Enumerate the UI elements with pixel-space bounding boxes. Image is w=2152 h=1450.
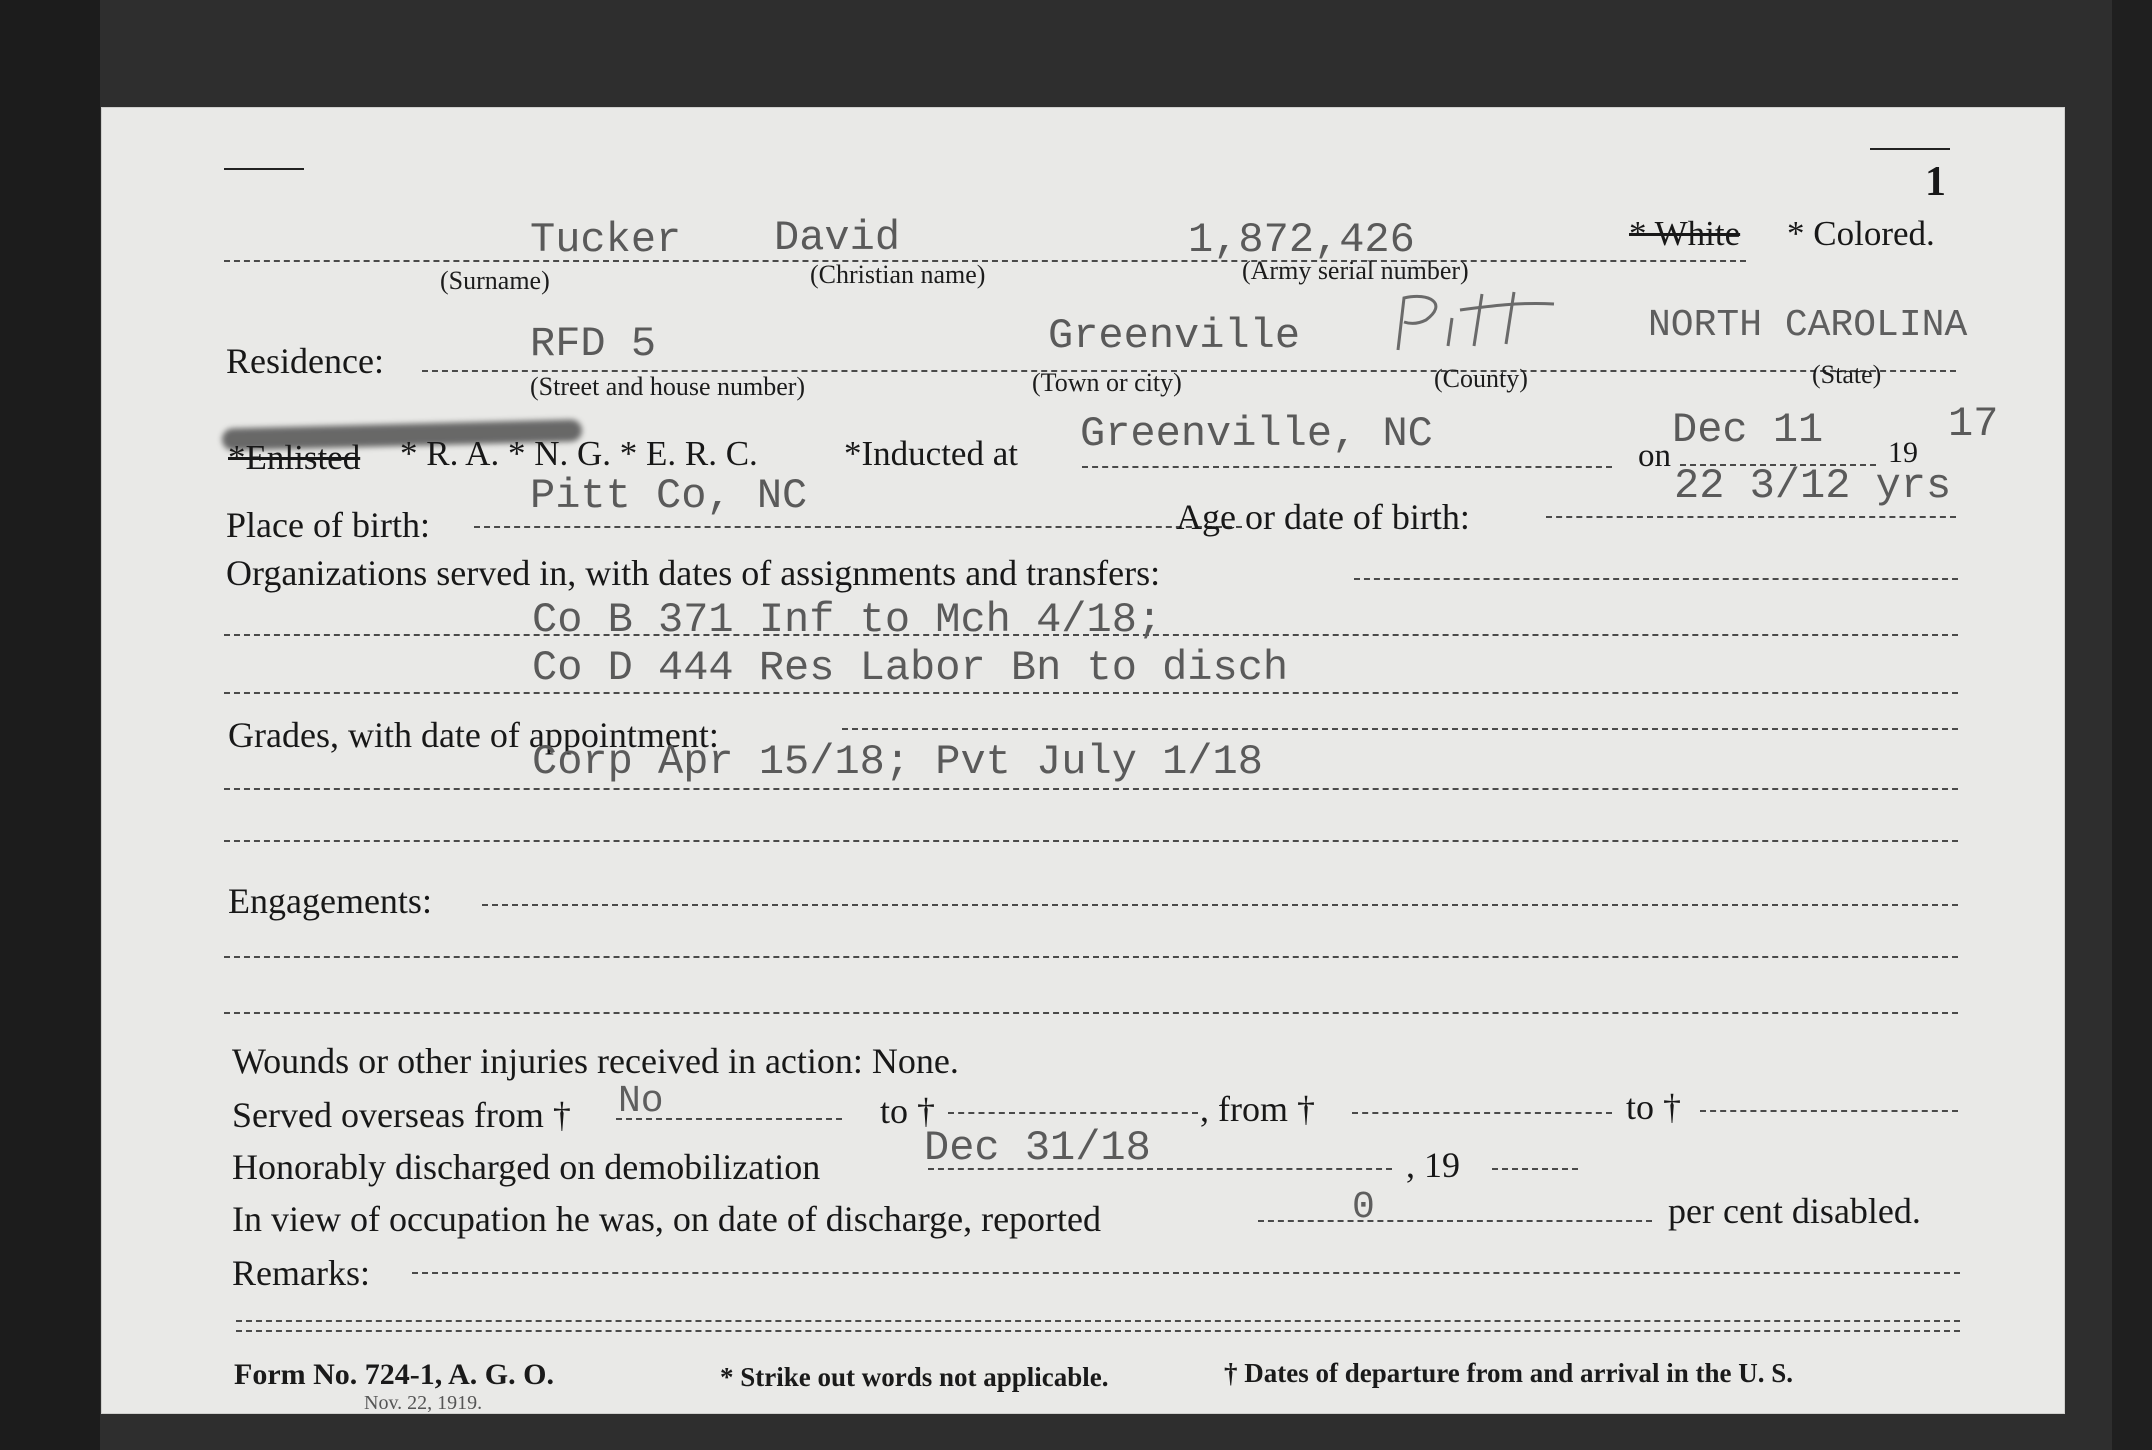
remarks-line-0 bbox=[412, 1272, 1960, 1274]
surname-caption: (Surname) bbox=[440, 266, 550, 295]
overseas-from2-line bbox=[1352, 1112, 1612, 1114]
overseas-to2-label: to † bbox=[1626, 1087, 1682, 1127]
wounds-text: Wounds or other injuries received in action: None. bbox=[232, 1041, 959, 1081]
residence-label: Residence: bbox=[226, 341, 384, 381]
card-number: 1 bbox=[1925, 159, 1946, 205]
overseas-to2-line bbox=[1700, 1110, 1958, 1112]
overseas-to-line bbox=[948, 1112, 1198, 1114]
remarks-line-2 bbox=[236, 1330, 1960, 1332]
remarks-label: Remarks: bbox=[232, 1253, 370, 1293]
enlisted-label bbox=[228, 438, 360, 478]
inducted-at-label: *Inducted at bbox=[844, 434, 1018, 473]
race-colored: * Colored. bbox=[1787, 214, 1935, 253]
state-caption: (State) bbox=[1812, 360, 1882, 389]
grades-line-2 bbox=[224, 840, 1958, 842]
discharge-date-value: Dec 31/18 bbox=[924, 1124, 1151, 1172]
town-caption: (Town or city) bbox=[1032, 368, 1182, 397]
grades-label: Grades, with date of appointment: bbox=[228, 715, 719, 755]
discharge-year-label: , 19 bbox=[1406, 1145, 1460, 1185]
overseas-from2-label: , from † bbox=[1200, 1089, 1315, 1129]
discharge-year-line bbox=[1492, 1168, 1578, 1170]
top-left-rule bbox=[224, 168, 304, 170]
town-value: Greenville bbox=[1048, 312, 1301, 360]
street-value: RFD 5 bbox=[530, 320, 657, 368]
race-white-text: * White bbox=[1629, 214, 1741, 253]
organizations-label: Organizations served in, with dates of assignments and transfers: bbox=[226, 553, 1161, 593]
on-label: on bbox=[1638, 438, 1671, 474]
inducted-place-value: Greenville, NC bbox=[1080, 410, 1433, 458]
engagements-line-2 bbox=[224, 1012, 1958, 1014]
enlisted-text: *Enlisted bbox=[228, 438, 361, 477]
serial-number-value: 1,872,426 bbox=[1188, 216, 1415, 264]
christian-name-caption: (Christian name) bbox=[810, 260, 986, 289]
record-card bbox=[102, 108, 2064, 1413]
race-white bbox=[1629, 214, 1740, 254]
organizations-line-2 bbox=[224, 692, 1958, 694]
overseas-from-value: No bbox=[618, 1080, 664, 1123]
form-date: Nov. 22, 1919. bbox=[364, 1392, 483, 1414]
age-value: 22 3/12 yrs bbox=[1674, 462, 1952, 510]
state-value: NORTH CAROLINA bbox=[1648, 304, 1968, 347]
overseas-label: Served overseas from † bbox=[232, 1095, 571, 1135]
organization-entry-1: Co B 371 Inf to Mch 4/18; bbox=[532, 596, 1163, 644]
street-caption: (Street and house number) bbox=[530, 372, 806, 401]
grades-line-1 bbox=[224, 788, 1958, 790]
county-handwritten bbox=[1390, 288, 1560, 363]
birth-place-value: Pitt Co, NC bbox=[530, 472, 808, 520]
organization-entry-2: Co D 444 Res Labor Bn to disch bbox=[532, 644, 1289, 692]
disability-value: 0 bbox=[1352, 1186, 1375, 1229]
overseas-to-label: to † bbox=[880, 1091, 936, 1131]
engagements-line-0 bbox=[482, 904, 1958, 906]
age-label: Age or date of birth: bbox=[1176, 497, 1470, 537]
surname-value: Tucker bbox=[530, 216, 682, 264]
grades-line-0 bbox=[842, 728, 1958, 730]
age-line bbox=[1546, 516, 1956, 518]
induction-date-value: Dec 11 bbox=[1672, 406, 1824, 454]
birth-place-label: Place of birth: bbox=[226, 505, 430, 545]
footnote-dates: † Dates of departure from and arrival in the U. S. bbox=[1224, 1358, 1793, 1388]
footnote-strike: * Strike out words not applicable. bbox=[720, 1362, 1109, 1392]
disability-suffix: per cent disabled. bbox=[1668, 1191, 1921, 1231]
birth-place-line bbox=[474, 526, 1242, 528]
top-right-rule bbox=[1870, 148, 1950, 150]
remarks-line-1 bbox=[236, 1320, 1960, 1322]
organizations-line-0 bbox=[1354, 578, 1958, 580]
engagements-line-1 bbox=[224, 956, 1958, 958]
discharge-label: Honorably discharged on demobilization bbox=[232, 1147, 821, 1187]
disability-label: In view of occupation he was, on date of discharge, reported bbox=[232, 1199, 1102, 1239]
county-caption: (County) bbox=[1434, 364, 1528, 393]
grades-value: Corp Apr 15/18; Pvt July 1/18 bbox=[532, 738, 1263, 786]
induction-year-value: 17 bbox=[1948, 400, 1999, 448]
christian-name-value: David bbox=[774, 214, 901, 262]
form-number: Form No. 724-1, A. G. O. bbox=[234, 1358, 554, 1391]
scan-border-right bbox=[2112, 0, 2152, 1450]
service-categories: * R. A. * N. G. * E. R. C. bbox=[400, 434, 758, 473]
engagements-label: Engagements: bbox=[228, 881, 432, 921]
year-prefix: 19 bbox=[1888, 436, 1918, 469]
county-signature-icon bbox=[1390, 288, 1560, 358]
serial-caption: (Army serial number) bbox=[1242, 256, 1469, 285]
scan-border-left bbox=[0, 0, 100, 1450]
inducted-line bbox=[1082, 466, 1612, 468]
disability-line bbox=[1258, 1220, 1652, 1222]
